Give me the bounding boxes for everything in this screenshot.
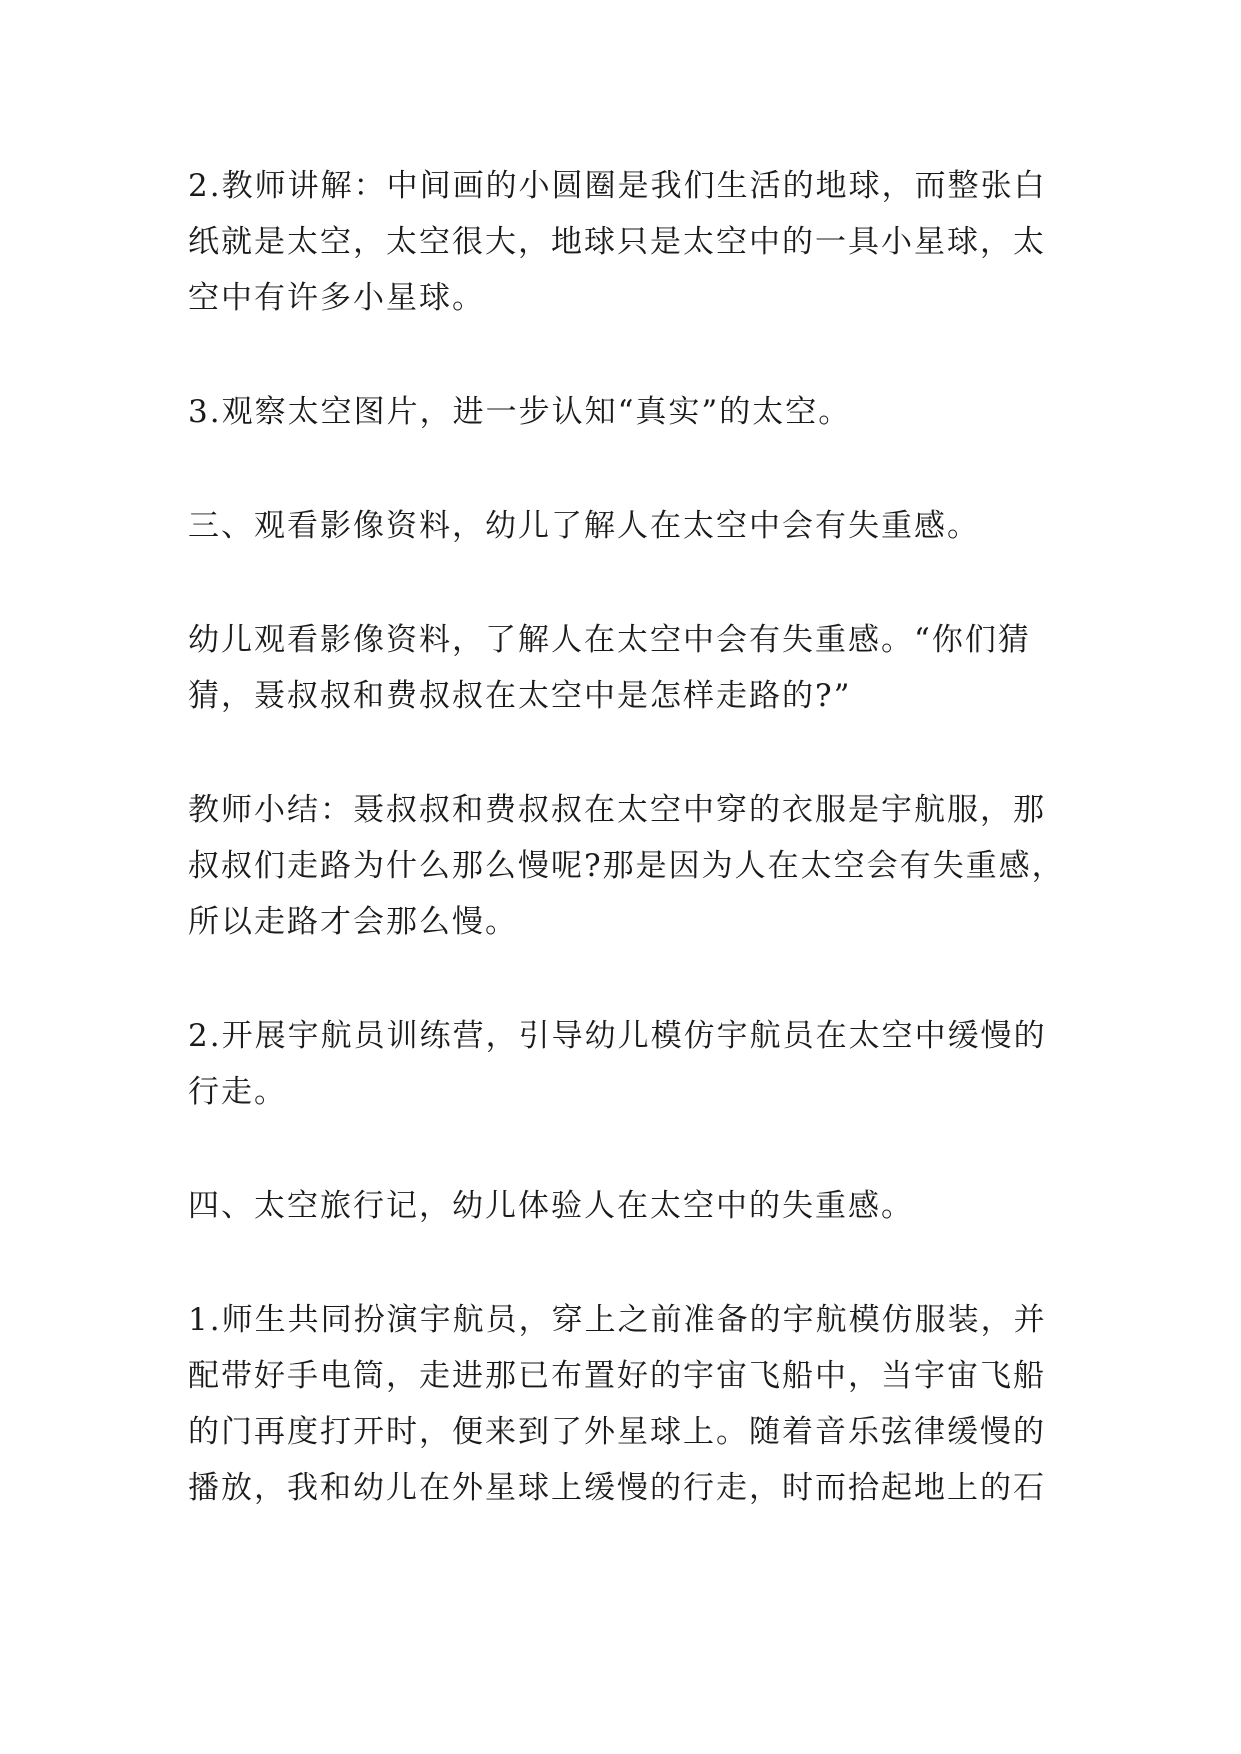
text-line: 空中有许多小星球。	[188, 280, 485, 316]
section-heading-three	[188, 498, 1068, 554]
text-line: 3.观察太空图片，进一步认知“真实”的太空。	[188, 394, 852, 430]
text-line: 幼儿观看影像资料，了解人在太空中会有失重感。“你们猜	[188, 622, 1031, 658]
paragraph-watch-video	[188, 612, 1068, 724]
text-line: 配带好手电筒，走进那已布置好的宇宙飞船中，当宇宙飞船	[188, 1358, 1046, 1394]
text-line: 四、太空旅行记，幼儿体验人在太空中的失重感。	[188, 1188, 914, 1224]
paragraph-observe-pictures	[188, 384, 1068, 440]
text-line: 教师小结：聂叔叔和费叔叔在太空中穿的衣服是宇航服，那	[188, 792, 1046, 828]
text-line: 所以走路才会那么慢。	[188, 904, 518, 940]
text-line: 2.教师讲解：中间画的小圆圈是我们生活的地球，而整张白	[188, 168, 1047, 204]
text-line: 2.开展宇航员训练营，引导幼儿模仿宇航员在太空中缓慢的	[188, 1018, 1047, 1054]
paragraph-training-camp	[188, 1008, 1068, 1120]
text-line: 播放，我和幼儿在外星球上缓慢的行走，时而拾起地上的石	[188, 1470, 1046, 1506]
text-line: 猜，聂叔叔和费叔叔在太空中是怎样走路的?”	[188, 678, 852, 714]
paragraph-role-play	[188, 1292, 1068, 1516]
text-line: 纸就是太空，太空很大，地球只是太空中的一具小星球，太	[188, 224, 1046, 260]
text-line: 1.师生共同扮演宇航员，穿上之前准备的宇航模仿服装，并	[188, 1302, 1047, 1338]
text-line: 行走。	[188, 1074, 287, 1110]
section-heading-four	[188, 1178, 1068, 1234]
text-line: 三、观看影像资料，幼儿了解人在太空中会有失重感。	[188, 508, 980, 544]
paragraph-teacher-explanation	[188, 158, 1068, 326]
text-line: 的门再度打开时，便来到了外星球上。随着音乐弦律缓慢的	[188, 1414, 1046, 1450]
text-line: 叔叔们走路为什么那么慢呢?那是因为人在太空会有失重感，	[188, 848, 1065, 884]
paragraph-teacher-summary	[188, 782, 1068, 950]
document-body	[188, 158, 1068, 1574]
